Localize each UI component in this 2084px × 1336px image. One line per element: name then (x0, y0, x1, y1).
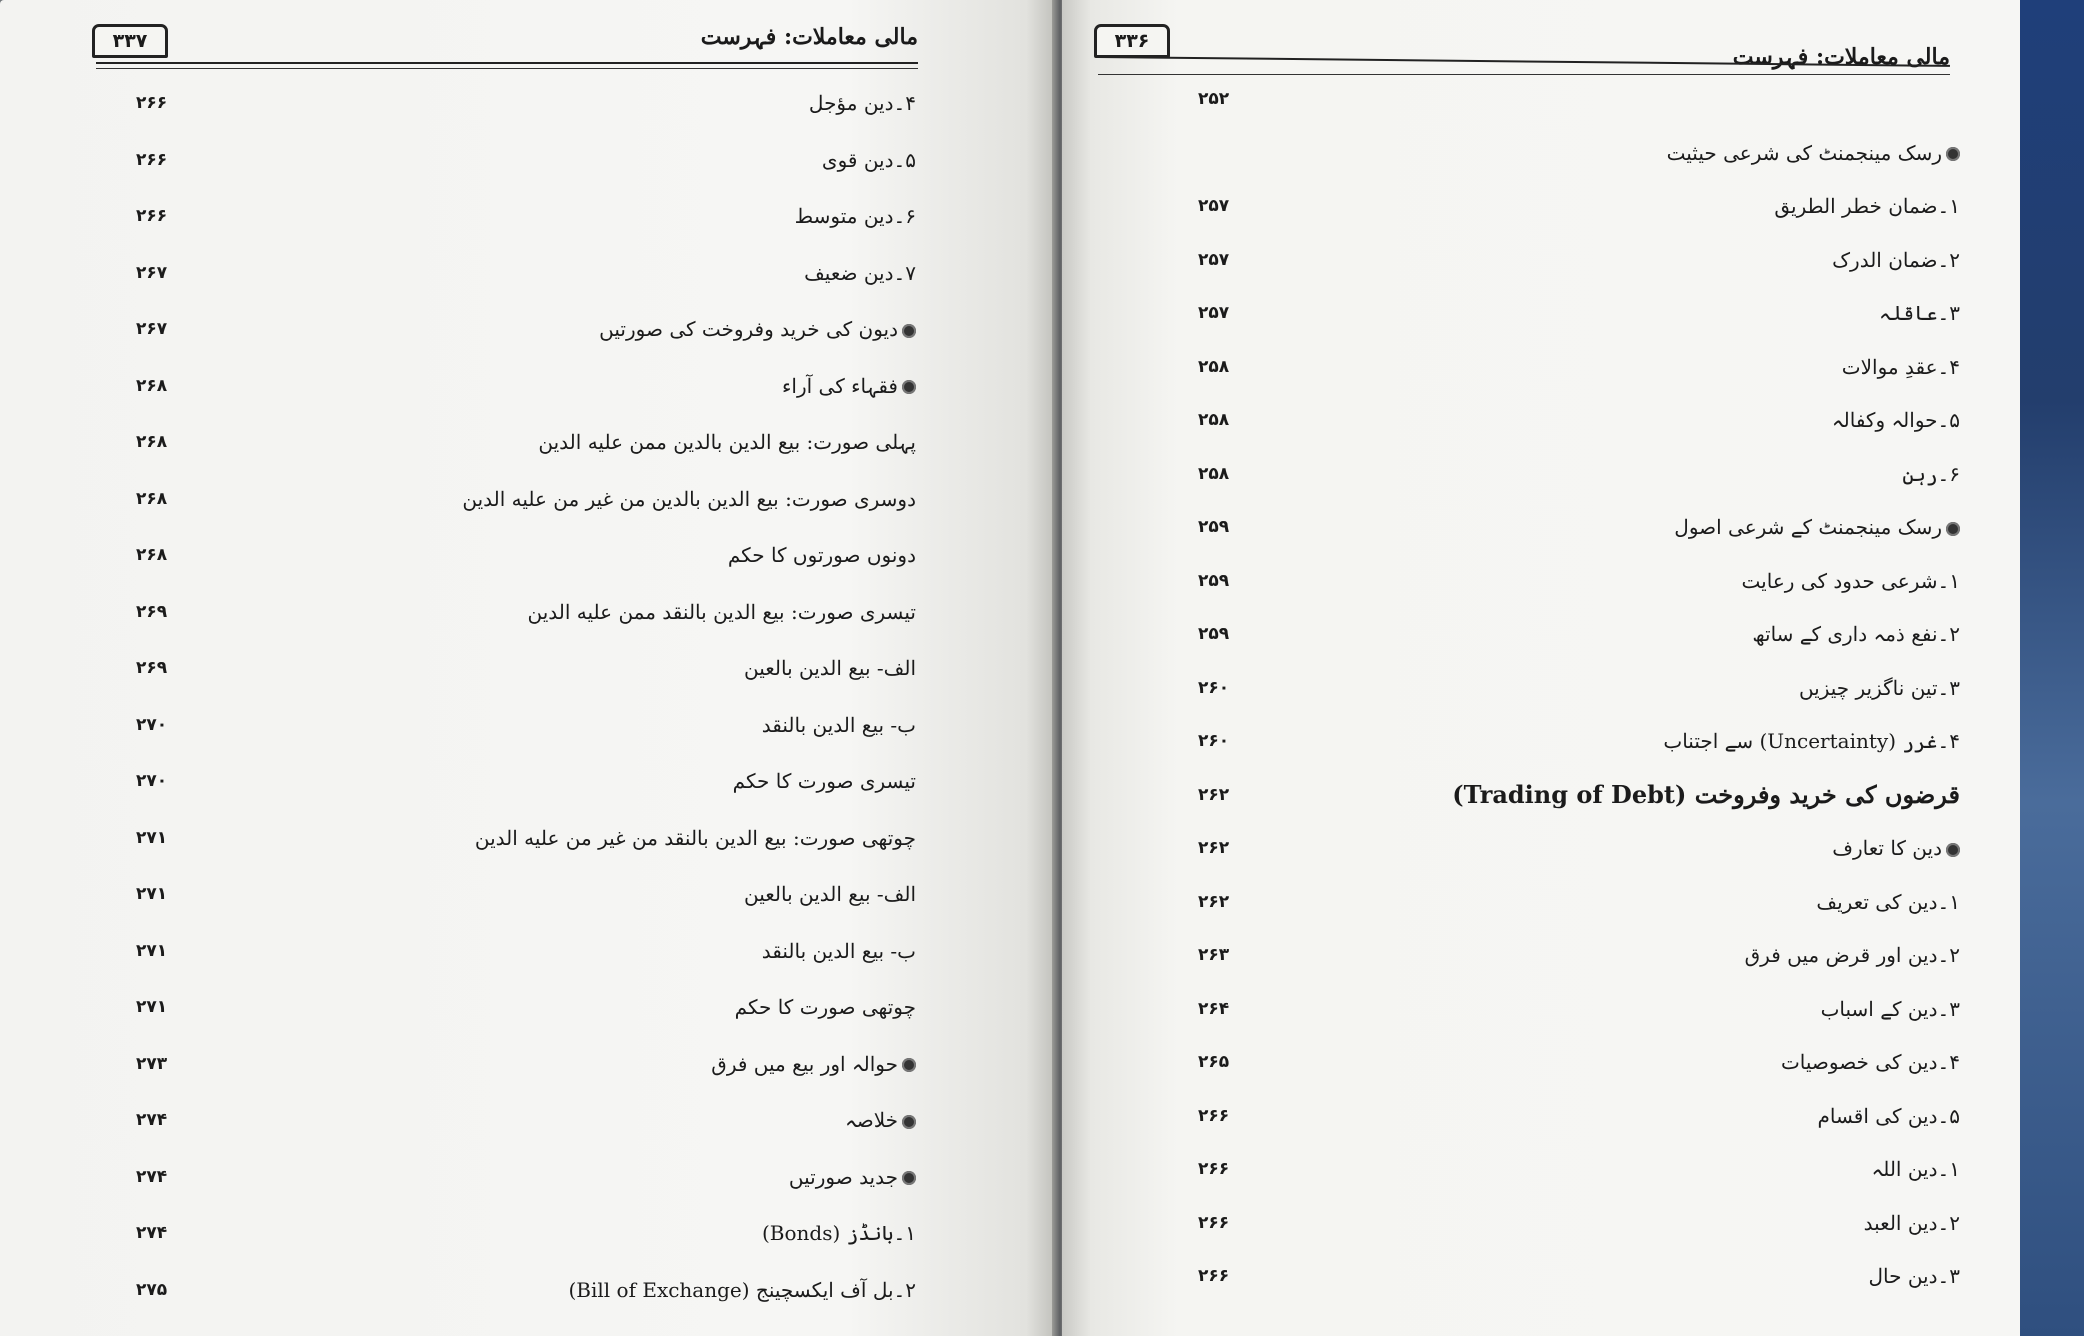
toc-entry-label: ۶۔رہن (1902, 461, 1960, 486)
toc-entry-title (1842, 348, 1960, 386)
toc-entry-label: ۳۔تین ناگزیر چیزیں (1798, 675, 1960, 700)
toc-entry-title (804, 254, 916, 292)
toc-entry-page-number: ۲۶۸ (136, 375, 168, 396)
toc-entry-label: ۳۔دین حال (1868, 1264, 1960, 1288)
toc-entry-label: دونوں صورتوں کا حکم (727, 543, 916, 567)
toc-entry-page-number: ۲۷۱ (136, 884, 168, 904)
toc-entry (100, 84, 920, 122)
toc-entry-title (822, 141, 916, 179)
toc-entry-title (1902, 455, 1960, 493)
toc-entry-label: چوتھی صورت کا حکم (734, 995, 916, 1019)
toc-entry-label: ۵۔حوالہ وکفالہ (1831, 408, 1960, 432)
toc-entry-page-number: ۲۵۸ (1198, 410, 1230, 430)
toc-entry (1098, 1257, 1964, 1295)
toc-entry-page-number: ۲۶۸ (136, 432, 168, 452)
toc-entry-page-number: ۲۶۶ (136, 93, 168, 113)
toc-entry-page-number: ۲۶۶ (136, 206, 168, 226)
toc-entry (100, 649, 920, 687)
toc-entry-page-number: ۲۶۶ (1198, 1212, 1230, 1233)
toc-entry-title (733, 762, 916, 800)
toc-entry-label: فقہاء کی آراء (782, 373, 898, 398)
toc-entry-page-number: ۲۵۸ (1198, 356, 1230, 377)
toc-entry-page-number: ۲۶۶ (1198, 1159, 1230, 1179)
toc-entry-page-number: ۲۶۷ (136, 262, 168, 283)
header-rule (96, 62, 918, 64)
toc-entry-label: ۱۔دین اللہ (1871, 1157, 1960, 1181)
toc-entry-page-number: ۲۵۷ (1198, 196, 1230, 216)
right-page (1062, 0, 2026, 1336)
toc-entry-title (475, 819, 916, 857)
toc-entry (1098, 562, 1964, 600)
toc-entry-title (789, 1158, 916, 1196)
toc-entry-title (1745, 936, 1960, 974)
toc-entry-title (809, 84, 916, 122)
toc-entry-label: ب- بیع الدین بالنقد (761, 712, 916, 737)
toc-entry-page-number: ۲۶۰ (1198, 731, 1230, 751)
toc-entry-title (762, 706, 916, 744)
toc-entry (100, 310, 920, 348)
toc-entry-title (711, 1045, 916, 1083)
toc-entry-page-number: ۲۷۱ (136, 940, 168, 961)
toc-entry (100, 706, 920, 744)
toc-entry (100, 819, 920, 857)
toc-entry (100, 536, 920, 574)
toc-entry-page-number: ۲۶۹ (136, 601, 168, 622)
toc-entry-title (1817, 1097, 1960, 1135)
toc-entry-page-number: ۲۵۹ (1198, 517, 1230, 537)
toc-entry-label: پہلی صورت: بیع الدین بالدین ممن علیه الدین (538, 430, 916, 454)
toc-entry-label: الف- بیع الدین بالعین (743, 882, 916, 906)
toc-entry (1098, 1043, 1964, 1081)
toc-entry (1098, 776, 1964, 814)
toc-entry-page-number: ۲۶۳ (1198, 945, 1230, 965)
toc-entry-title (1799, 669, 1960, 707)
toc-entry-page-number: ۲۶۹ (136, 658, 168, 678)
toc-entry-page-number: ۲۶۵ (1198, 1052, 1230, 1072)
toc-entry-label: چوتھی صورت: بیع الدین بالنقد من غیر من علیه الدین (474, 825, 916, 850)
toc-entry-label: ۱۔دین کی تعریف (1816, 889, 1960, 914)
toc-entry (100, 141, 920, 179)
toc-entry (100, 1101, 920, 1139)
toc-entry (1098, 936, 1964, 974)
toc-entry (1098, 401, 1964, 439)
toc-entry (100, 1271, 920, 1309)
toc-entry-title (744, 875, 916, 913)
toc-entry (100, 367, 920, 405)
toc-entry-page-number: ۲۶۷ (136, 319, 168, 339)
flower-bullet-icon (1946, 843, 1960, 857)
toc-entry (1098, 348, 1964, 386)
toc-entry-label: ۱۔ضمان خطر الطریق (1774, 194, 1960, 218)
toc-entry-label: دین کا تعارف (1832, 836, 1942, 860)
flower-bullet-icon (902, 380, 916, 394)
toc-entry-title (1781, 1043, 1960, 1081)
toc-entry (100, 1214, 920, 1252)
toc-entry (100, 480, 920, 518)
page-number: ۳۳۶ (1094, 24, 1170, 58)
toc-entry-label: دیون کی خرید وفروخت کی صورتیں (599, 317, 898, 341)
toc-entry (100, 197, 920, 235)
toc-entry-title (1821, 990, 1960, 1028)
toc-entry (1098, 669, 1964, 707)
toc-entry-page-number: ۲۶۴ (1198, 998, 1230, 1019)
toc-entry-label: ۵۔دین کی اقسام (1817, 1103, 1960, 1128)
toc-entry-title (1816, 883, 1960, 921)
toc-entry-label: تیسری صورت کا حکم (732, 769, 916, 793)
toc-entry (100, 1158, 920, 1196)
toc-entry-label: ۷۔دین ضعیف (804, 260, 916, 285)
toc-entry-title (1667, 134, 1960, 172)
toc-entry-page-number: ۲۵۹ (1198, 570, 1230, 591)
toc-entry-label: خلاصہ (845, 1108, 898, 1132)
toc-entry (1098, 134, 1964, 172)
toc-entry-title (1879, 294, 1960, 332)
toc-entry (100, 254, 920, 292)
toc-entry-page-number: ۲۶۰ (1198, 677, 1230, 698)
toc-entry (1098, 990, 1964, 1028)
toc-entry (1098, 883, 1964, 921)
toc-entry (1098, 80, 1964, 118)
toc-entry-label: رسک مینجمنٹ کی شرعی حیثیت (1666, 140, 1942, 165)
toc-entry-title (462, 480, 916, 518)
flower-bullet-icon (902, 324, 916, 338)
toc-entry (1098, 455, 1964, 493)
toc-entry-page-number: ۲۵۷ (1198, 249, 1230, 270)
toc-entry-title (568, 1271, 916, 1309)
toc-entry-title (1663, 722, 1960, 760)
toc-entry-label: ۴۔دین کی خصوصیات (1780, 1050, 1960, 1074)
toc-entry-label: ۳۔دین کے اسباب (1820, 996, 1960, 1021)
toc-entry-title (1832, 241, 1960, 279)
toc-entry (1098, 1097, 1964, 1135)
toc-entry-title (1742, 562, 1960, 600)
toc-entry-label: ۶۔دین متوسط (794, 204, 916, 228)
toc-entry (1098, 1150, 1964, 1188)
toc-entry-label: قرضوں کی خرید وفروخت (Trading of Debt) (1452, 779, 1960, 809)
toc-entry-label: الف- بیع الدین بالعین (743, 656, 916, 680)
toc-entry-title (1871, 1150, 1960, 1188)
toc-entry (1098, 508, 1964, 546)
page-number: ۳۳۷ (92, 24, 168, 58)
toc-entry-label: تیسری صورت: بیع الدین بالنقد ممن علیه الدین (527, 599, 916, 624)
toc-entry-label: جدید صورتیں (788, 1164, 898, 1189)
toc-entry (100, 932, 920, 970)
toc-entry-page-number: ۲۷۳ (136, 1053, 168, 1074)
toc-entry-title (845, 1101, 916, 1139)
toc-entry-title (762, 932, 916, 970)
flower-bullet-icon (902, 1058, 916, 1072)
toc-entry-page-number: ۲۶۸ (136, 488, 168, 509)
toc-entry-label: ۳۔عاقلہ (1878, 301, 1960, 325)
toc-entry (100, 1045, 920, 1083)
flower-bullet-icon (902, 1115, 916, 1129)
toc-entry-title (782, 367, 916, 405)
toc-entry-label: ۲۔نفع ذمہ داری کے ساتھ (1752, 622, 1960, 646)
toc-entry-page-number: ۲۷۴ (136, 1166, 168, 1187)
toc-entry (1098, 615, 1964, 653)
toc-entry-page-number: ۲۶۲ (1198, 891, 1230, 912)
toc-entry-label: ۴۔غرر (Uncertainty) سے اجتناب (1663, 729, 1960, 753)
toc-entry-label: ۲۔دین العبد (1863, 1210, 1960, 1235)
toc-entry (1098, 1204, 1964, 1242)
toc-entry-title (1832, 829, 1960, 867)
toc-entry (1098, 722, 1964, 760)
toc-entry-page-number: ۲۷۱ (136, 997, 168, 1017)
toc-entry-page-number: ۲۵۷ (1198, 303, 1230, 323)
toc-entry (1098, 241, 1964, 279)
toc-entry-title (744, 649, 916, 687)
background-surface (2020, 0, 2084, 1336)
toc-entry-page-number: ۲۶۲ (1198, 784, 1230, 805)
toc-entry-label: ۱۔شرعی حدود کی رعایت (1741, 568, 1960, 593)
toc-entry-label: حوالہ اور بیع میں فرق (711, 1051, 898, 1076)
toc-entry (100, 762, 920, 800)
running-head: مالی معاملات: فہرست (1732, 44, 1950, 70)
toc-entry-label: ۱۔بانڈز (Bonds) (761, 1221, 916, 1245)
toc-entry-label: ۴۔عقدِ موالات (1841, 354, 1960, 379)
toc-entry-label: ۵۔دین قوی (821, 147, 916, 172)
header-rule-thin (96, 68, 918, 69)
toc-entry-title (1752, 615, 1960, 653)
toc-entry-page-number: ۲۶۸ (136, 545, 168, 565)
toc-entry-label: ب- بیع الدین بالنقد (761, 938, 916, 963)
toc-entry-title (735, 988, 916, 1026)
toc-entry-label: دوسری صورت: بیع الدین بالدین من غیر من علیه الدین (462, 486, 916, 511)
toc-entry-page-number: ۲۷۰ (136, 771, 168, 791)
toc-entry-page-number: ۲۵۹ (1198, 624, 1230, 644)
toc-entry-page-number: ۲۶۶ (136, 149, 168, 170)
toc-entry-title (1674, 508, 1960, 546)
toc-entry-label: رسک مینجمنٹ کے شرعی اصول (1674, 515, 1942, 539)
toc-entry (1098, 829, 1964, 867)
toc-entry-page-number: ۲۶۶ (1198, 1105, 1230, 1126)
toc-entry-title (1452, 776, 1960, 814)
toc-entry-title (728, 536, 916, 574)
toc-entry-title (527, 593, 916, 631)
toc-entry-label: ۲۔بل آف ایکسچینج (Bill of Exchange) (568, 1277, 916, 1302)
toc-entry-page-number: ۲۷۱ (136, 827, 168, 848)
toc-entry (1098, 294, 1964, 332)
running-head: مالی معاملات: فہرست (700, 24, 918, 50)
toc-entry (100, 423, 920, 461)
toc-entry-title (795, 197, 916, 235)
flower-bullet-icon (1946, 522, 1960, 536)
toc-entry-title (762, 1214, 916, 1252)
flower-bullet-icon (1946, 147, 1960, 161)
toc-entry-page-number: ۲۶۲ (1198, 838, 1230, 858)
flower-bullet-icon (902, 1171, 916, 1185)
toc-entry (1098, 187, 1964, 225)
toc-entry (100, 875, 920, 913)
toc-entry-page-number: ۲۷۵ (136, 1279, 168, 1300)
toc-entry-page-number: ۲۷۴ (136, 1223, 168, 1243)
toc-entry-title (1832, 401, 1960, 439)
toc-entry-page-number: ۲۵۲ (1198, 89, 1230, 109)
toc-entry-label: ۴۔دین مؤجل (808, 91, 916, 115)
toc-entry-title (1864, 1204, 1960, 1242)
toc-entry-label: ۲۔دین اور قرض میں فرق (1744, 943, 1960, 967)
toc-entry-title (1774, 187, 1960, 225)
toc-entry-title (599, 310, 916, 348)
toc-entry-page-number: ۲۷۰ (136, 714, 168, 735)
toc-entry-page-number: ۲۶۶ (1198, 1266, 1230, 1286)
toc-entry-page-number: ۲۵۸ (1198, 463, 1230, 484)
header-rule-thin (1098, 74, 1950, 75)
toc-entry (100, 593, 920, 631)
toc-entry-title (1868, 1257, 1960, 1295)
toc-entry-title (538, 423, 916, 461)
toc-entry (100, 988, 920, 1026)
toc-entry-page-number: ۲۷۴ (136, 1110, 168, 1130)
toc-entry-label: ۲۔ضمان الدرک (1832, 247, 1960, 272)
